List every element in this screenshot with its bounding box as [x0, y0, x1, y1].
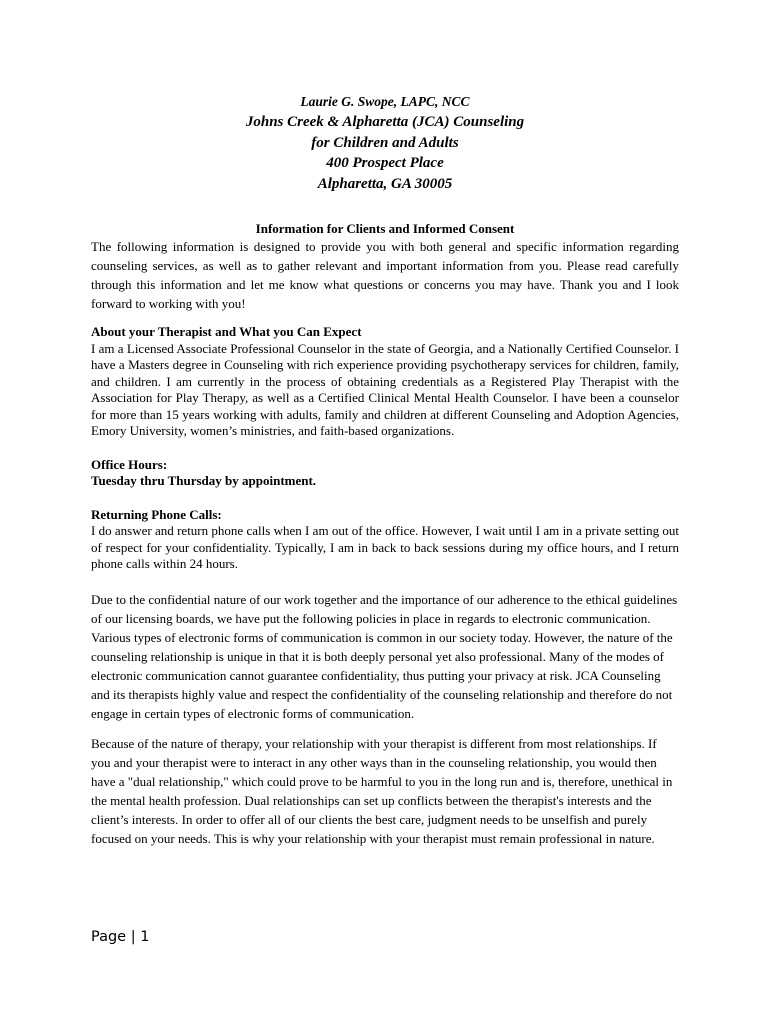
document-title: Information for Clients and Informed Consent — [255, 221, 515, 236]
therapist-name: Laurie G. Swope, LAPC, NCC — [300, 94, 470, 109]
page-number: Page | 1 — [91, 929, 150, 945]
office-hours-heading: Office Hours: — [91, 456, 168, 472]
phone-calls-paragraph: I do answer and return phone calls when I am out of the office. However, I wait until I am in a private setting out of respect for your confidentiality. Typically, I am in back to back sessions during my office hours, and I return phone calls within 24 hours. — [91, 523, 679, 571]
phone-calls-heading: Returning Phone Calls: — [91, 506, 222, 522]
intro-paragraph: The following information is designed to provide you with both general and specific information regarding counseling services, as well as to gather relevant and important information from you. Please read carefully through this information and let me know what questions or concerns you may have. Thank you and I look forward to working with you! — [91, 239, 679, 311]
dual-relationships-paragraph: Because of the nature of therapy, your relationship with your therapist is different from most relationships. If you and your therapist were to interact in any other ways than in the counseling relationship, you would then have a "dual relationship," which could prove to be harmful to you in the long run and is, therefore, unethical in the mental health profession. Dual relationships can set up conflicts between the therapist's interests and the client’s interests. In order to offer all of our clients the best care, judgment needs to be unselfish and purely focused on your needs. This is why your relationship with your therapist must remain professional in nature. — [91, 735, 673, 846]
city-address: Alpharetta, GA 30005 — [317, 175, 453, 192]
office-hours-text: Tuesday thru Thursday by appointment. — [91, 473, 317, 488]
electronic-communication-paragraph: Due to the confidential nature of our work together and the importance of our adherence to the ethical guidelines of our licensing boards, we have put the following policies in place in regards to electronic communication. Various types of electronic forms of communication is common in our society today. However, the nature of the counseling relationship is unique in that it is both deeply personal yet also professional. Many of the modes of electronic communication cannot guarantee confidentiality, thus putting your privacy at risk. JCA Counseling and its therapists highly value and respect the confidentiality of the counseling relationship and therefore do not engage in certain types of electronic forms of communication. — [91, 591, 678, 721]
phone-calls-section — [91, 507, 679, 573]
about-section — [91, 324, 679, 440]
about-paragraph: I am a Licensed Associate Professional Counselor in the state of Georgia, and a Nationally Certified Counselor. I have a Masters degree in Counseling with rich experience providing psychotherapy services for children, family, and children. I am currently in the process of obtaining credentials as a Registered Play Therapist with the Association for Play Therapy, as well as a Certified Clinical Mental Health Counselor. I have been a counselor for more than 15 years working with adults, family and children at different Counseling and Adoption Agencies, Emory University, women’s ministries, and faith-based organizations. — [91, 340, 679, 438]
practice-name: Johns Creek & Alpharetta (JCA) Counseling — [245, 114, 525, 130]
document-page — [91, 92, 679, 848]
about-heading: About your Therapist and What you Can Expect — [91, 324, 362, 339]
practice-audience: for Children and Adults — [311, 134, 459, 151]
letterhead — [91, 92, 679, 194]
street-address: 400 Prospect Place — [326, 155, 444, 171]
office-hours-section — [91, 457, 679, 490]
